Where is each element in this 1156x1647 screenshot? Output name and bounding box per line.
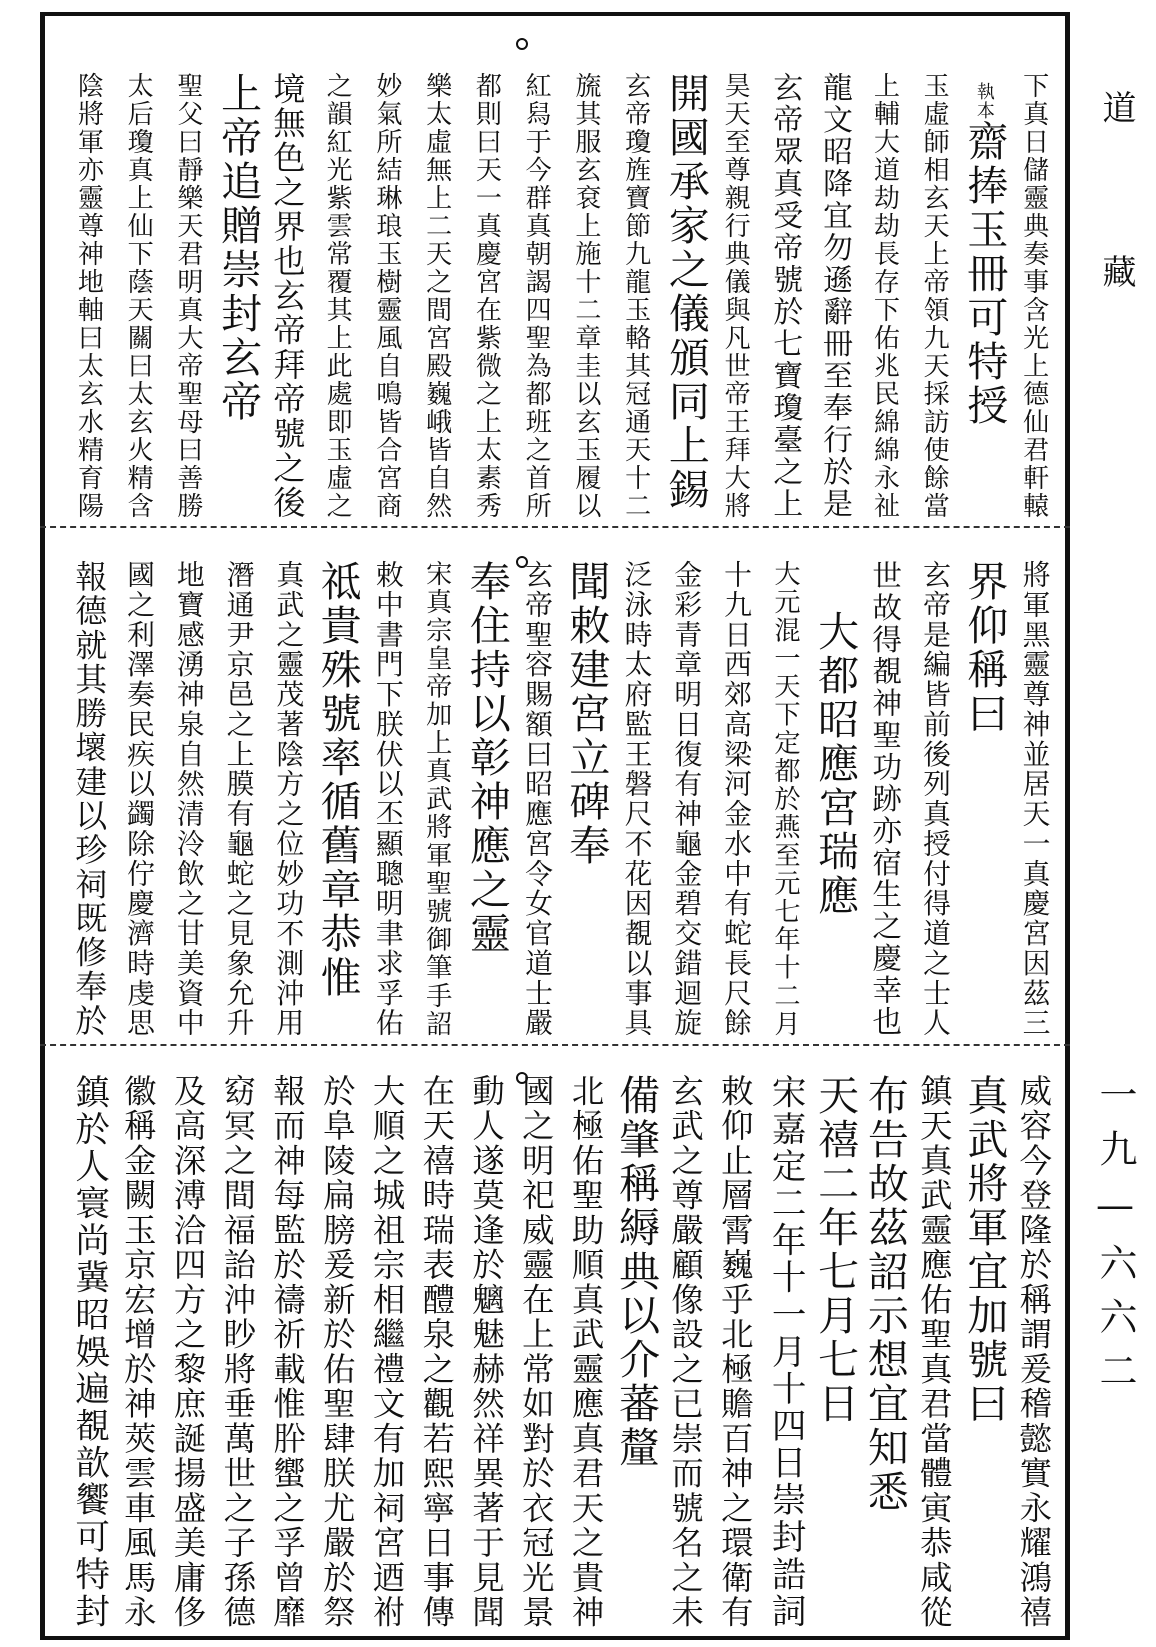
text-column	[911, 560, 958, 1038]
text-column	[563, 560, 610, 1038]
column-text: 世故得覩神聖功跡亦宿生之慶幸也	[867, 560, 903, 1038]
column-text: 昊天至尊親行典儀與凡世帝王拜大將	[720, 72, 751, 520]
page-number: 一九—六六二	[1093, 1075, 1137, 1405]
column-text: 大元混一天下定都於燕至元七年十二月	[769, 560, 800, 1039]
column-text: 太后瓊真上仙下蔭天關曰太玄火精含	[123, 72, 154, 520]
column-text: 布告故茲詔示想宜知悉	[860, 1074, 909, 1514]
text-column	[811, 1074, 858, 1630]
column-text: 天禧二年七月七日	[811, 1074, 860, 1426]
text-column	[264, 1074, 311, 1630]
column-text: 窈冥之間福詒沖眇將垂萬世之子孫德	[218, 1074, 257, 1630]
column-text: 玄帝聖容賜額曰昭應宮令女官道士嚴	[520, 560, 554, 1039]
column-text: 上帝追贈崇封玄帝	[214, 72, 263, 424]
column-text: 玄帝是編皆前後列真授付得道之士人	[918, 560, 952, 1039]
column-text: 備肇稱縟典以介蕃釐	[612, 1074, 661, 1470]
column-text: 樂太虛無上二天之間宮殿巍峨皆自然	[421, 72, 452, 520]
text-column	[811, 72, 858, 520]
register-divider-1	[40, 526, 1070, 528]
column-text: 國之利澤奏民疾以蠲除佇慶濟時虔思	[122, 560, 156, 1039]
text-column	[364, 560, 411, 1038]
column-text: 潛通尹京邑之上膜有龜蛇之見象允升	[221, 560, 255, 1039]
text-column	[1010, 560, 1057, 1038]
column-text: 龍文昭降宜勿遜辭冊至奉行於是	[817, 72, 853, 520]
text-column	[961, 560, 1008, 1038]
text-column	[662, 1074, 709, 1630]
column-text: 玄帝瓊旌寶節九龍玉輅其冠通天十二	[620, 72, 651, 520]
text-column	[264, 560, 311, 1038]
text-column	[214, 72, 261, 520]
text-column	[712, 1074, 759, 1630]
text-column	[413, 72, 460, 520]
text-column	[413, 1074, 460, 1630]
text-column	[563, 1074, 610, 1630]
collection-title: 道藏	[1096, 90, 1136, 418]
column-text: 將軍黑靈尊神並居天一真慶宮因茲三	[1017, 560, 1051, 1039]
column-text: 大都昭應宮瑞應	[811, 610, 860, 918]
text-register-middle	[62, 560, 1057, 1038]
text-column	[712, 72, 759, 520]
text-column	[1010, 72, 1057, 520]
text-column	[513, 560, 560, 1038]
text-column	[662, 72, 709, 520]
column-text: 妙氣所結琳琅玉樹靈風自鳴皆合宮商	[371, 72, 402, 520]
text-column	[314, 72, 361, 520]
column-text: 十九日西郊高梁河金水中有蛇長尺餘	[719, 560, 753, 1039]
column-text: 鎮於人寰尚冀昭娛遍覩歆饗可特封	[68, 1074, 109, 1631]
column-text: 界仰稱曰	[960, 560, 1009, 736]
register-mark-top	[516, 38, 528, 50]
column-text: 玄武之尊嚴顧像設之已崇而號名之未	[666, 1074, 705, 1630]
text-column	[762, 560, 809, 1038]
column-text: 下真日儲靈典奏事含光上德仙君軒轅	[1018, 72, 1049, 520]
column-text: 上輔大道劫劫長存下佑兆民綿綿永祉	[869, 72, 900, 520]
column-text: 宋真宗皇帝加上真武將軍聖號御筆手詔	[421, 560, 452, 1039]
column-text: 敕中書門下朕伏以丕顯聰明聿求孚佑	[370, 560, 404, 1039]
text-column	[264, 72, 311, 520]
text-column	[861, 560, 908, 1038]
column-text: 於阜陵扁膀爰新於佑聖肆朕尤嚴於祭	[318, 1074, 357, 1630]
text-column	[165, 1074, 212, 1630]
column-text: 真武將軍宜加號曰	[960, 1074, 1009, 1426]
column-text: 真武之靈茂著陰方之位妙功不測沖用	[271, 560, 305, 1039]
column-text: 大順之城祖宗相繼禮文有加祠宮迺祔	[368, 1074, 407, 1630]
text-column	[612, 1074, 659, 1630]
column-text: 金彩青章明日復有神龜金碧交錯迴旋	[669, 560, 703, 1039]
column-text: 聖父曰靜樂天君明真大帝聖母曰善勝	[172, 72, 203, 520]
column-text: 國之明祀威靈在上常如對於衣冠光景	[517, 1074, 556, 1630]
text-column	[1010, 1074, 1057, 1630]
column-text: 泛泳時太府監王磐尺不花因覩以事具	[619, 560, 653, 1039]
text-column	[861, 1074, 908, 1630]
text-column	[513, 72, 560, 520]
text-column	[65, 1074, 112, 1630]
text-register-bottom	[62, 1074, 1057, 1630]
column-text: 聞敕建宮立碑奉	[562, 560, 611, 868]
text-column	[65, 560, 112, 1038]
text-column	[314, 1074, 361, 1630]
text-column	[662, 560, 709, 1038]
column-text: 宋嘉定二年十一月十四日崇封誥詞	[765, 1074, 806, 1631]
column-text: 報而神每監於禱祈載惟肸蠁之孚曾靡	[268, 1074, 307, 1630]
interlinear-note: 執本	[973, 82, 995, 120]
column-text: 威容今登隆於稱謂爰稽懿實永耀鴻禧	[1014, 1074, 1053, 1630]
text-column	[364, 1074, 411, 1630]
text-column	[861, 72, 908, 520]
text-column	[165, 72, 212, 520]
text-column	[463, 560, 510, 1038]
register-divider-2	[40, 1044, 1070, 1046]
text-column	[214, 1074, 261, 1630]
text-column	[911, 72, 958, 520]
column-text: 徽稱金闕玉京宏增於神莢雲車風馬永	[119, 1074, 158, 1630]
text-column	[115, 1074, 162, 1630]
column-text: 開國承家之儀頒同上錫	[661, 72, 710, 512]
column-text: 動人遂莫逢於魑魅赫然祥異著于見聞	[467, 1074, 506, 1630]
text-column	[115, 560, 162, 1038]
column-text: 陰將軍亦靈尊神地軸曰太玄水精育陽	[73, 72, 104, 520]
column-text: 旒其服玄袞上施十二章圭以玄玉履以	[570, 72, 601, 520]
text-column	[314, 560, 361, 1038]
text-column	[413, 560, 460, 1038]
text-column	[612, 560, 659, 1038]
column-text: 之韻紅光紫雲常覆其上此處即玉虛之	[322, 72, 353, 520]
column-text: 地寶感湧神泉自然清泠飲之甘美資中	[171, 560, 205, 1039]
column-text: 玉虛師相玄天上帝領九天採訪使餘當	[919, 72, 950, 520]
column-text: 敕仰止層霄巍乎北極贍百神之環衛有	[716, 1074, 755, 1630]
text-column	[762, 1074, 809, 1630]
text-column	[563, 72, 610, 520]
text-column	[811, 560, 858, 1038]
text-column	[364, 72, 411, 520]
text-column	[115, 72, 162, 520]
column-text: 報德就其勝壞建以珍祠既修奉於	[70, 560, 109, 1038]
text-column	[961, 72, 1008, 520]
column-text: 境無色之界也玄帝拜帝號之後	[268, 72, 307, 520]
column-text: 鎮天真武靈應佑聖真君當體寅恭咸從	[915, 1074, 954, 1630]
column-text: 玄帝眾真受帝號於七寶瓊臺之上	[767, 72, 803, 520]
column-text: 齋捧玉冊可特授	[960, 120, 1009, 428]
text-column	[214, 560, 261, 1038]
column-text: 祗貴殊號率循舊章恭惟	[313, 560, 362, 1000]
text-column	[463, 1074, 510, 1630]
column-text: 紅舄于今群真朝謁四聖為都班之首所	[521, 72, 552, 520]
text-column	[513, 1074, 560, 1630]
text-column	[712, 560, 759, 1038]
text-column	[762, 72, 809, 520]
text-column	[612, 72, 659, 520]
column-text: 及高深溥洽四方之黎庶誕揚盛美庸侈	[169, 1074, 208, 1630]
text-column	[463, 72, 510, 520]
text-column	[65, 72, 112, 520]
column-text: 在天禧時瑞表醴泉之觀若熙寧日事傳	[417, 1074, 456, 1630]
text-register-top	[62, 72, 1057, 520]
column-text: 北極佑聖助順真武靈應真君天之貴神	[567, 1074, 606, 1630]
text-column	[165, 560, 212, 1038]
text-column	[961, 1074, 1008, 1630]
column-text: 都則曰天一真慶宮在紫微之上太素秀	[471, 72, 502, 520]
text-column	[911, 1074, 958, 1630]
column-text: 奉住持以彰神應之靈	[462, 560, 511, 956]
